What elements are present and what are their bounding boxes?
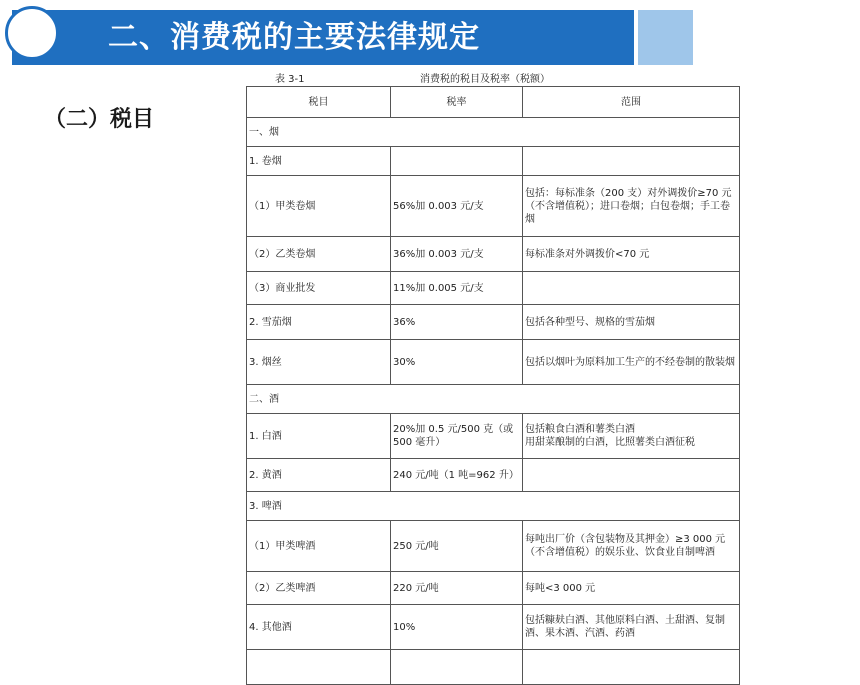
- rate-cell: [391, 650, 523, 685]
- column-header-scope: 范围: [523, 87, 740, 118]
- scope-cell: 每吨<3 000 元: [523, 572, 740, 605]
- item-cell: 3. 烟丝: [247, 340, 391, 385]
- category-cell: 二、酒: [247, 385, 740, 414]
- item-cell: （2）乙类啤酒: [247, 572, 391, 605]
- table-row: [247, 492, 740, 521]
- item-cell: （2）乙类卷烟: [247, 237, 391, 272]
- item-cell: 2. 雪茄烟: [247, 305, 391, 340]
- table-number: 表 3-1: [275, 74, 305, 85]
- rate-cell: 220 元/吨: [391, 572, 523, 605]
- table-row: [247, 572, 740, 605]
- rate-cell: 30%: [391, 340, 523, 385]
- item-cell: 2. 黄酒: [247, 459, 391, 492]
- scope-cell: [523, 459, 740, 492]
- slide-title: 二、消费税的主要法律规定: [108, 20, 480, 55]
- table-caption: 消费税的税目及税率（税额）: [420, 74, 550, 85]
- rate-cell: 10%: [391, 605, 523, 650]
- item-cell: 1. 白酒: [247, 414, 391, 459]
- rate-cell: 20%加 0.5 元/500 克（或 500 毫升）: [391, 414, 523, 459]
- scope-cell: 每标准条对外调拨价<70 元: [523, 237, 740, 272]
- item-cell: 1. 卷烟: [247, 147, 391, 176]
- rate-cell: 56%加 0.003 元/支: [391, 176, 523, 237]
- scope-cell: 每吨出厂价（含包装物及其押金）≥3 000 元（不含增值税）的娱乐业、饮食业自制啤酒: [523, 521, 740, 572]
- circle-icon: [5, 6, 59, 60]
- table-viewport: [246, 86, 740, 639]
- table-row: [247, 147, 740, 176]
- scope-cell: 包括各种型号、规格的雪茄烟: [523, 305, 740, 340]
- column-header-rate: 税率: [391, 87, 523, 118]
- decorative-square: [638, 10, 693, 65]
- category-cell: 3. 啤酒: [247, 492, 740, 521]
- item-cell: （1）甲类啤酒: [247, 521, 391, 572]
- scope-cell: 包括以烟叶为原料加工生产的不经卷制的散装烟: [523, 340, 740, 385]
- table-row: [247, 521, 740, 572]
- table-row: [247, 605, 740, 650]
- rate-cell: 11%加 0.005 元/支: [391, 272, 523, 305]
- rate-cell: 36%加 0.003 元/支: [391, 237, 523, 272]
- scope-cell: 包括粮食白酒和薯类白酒 用甜菜酿制的白酒，比照薯类白酒征税: [523, 414, 740, 459]
- table-row: [247, 414, 740, 459]
- item-cell: 4. 其他酒: [247, 605, 391, 650]
- table-row: [247, 176, 740, 237]
- table-row: [247, 385, 740, 414]
- scope-cell: [523, 272, 740, 305]
- rate-cell: 36%: [391, 305, 523, 340]
- table-row: [247, 459, 740, 492]
- table-row: [247, 237, 740, 272]
- rate-cell: 240 元/吨（1 吨=962 升）: [391, 459, 523, 492]
- table-row: [247, 305, 740, 340]
- table-row: [247, 650, 740, 685]
- section-heading: （二）税目: [44, 107, 155, 132]
- scope-cell: 包括糠麸白酒、其他原料白酒、土甜酒、复制酒、果木酒、汽酒、药酒: [523, 605, 740, 650]
- scope-cell: 包括：每标准条（200 支）对外调拨价≥70 元（不含增值税）；进口卷烟；白包卷烟；手工卷烟: [523, 176, 740, 237]
- rate-cell: [391, 147, 523, 176]
- scope-cell: [523, 650, 740, 685]
- category-cell: 一、烟: [247, 118, 740, 147]
- item-cell: （3）商业批发: [247, 272, 391, 305]
- table-row: [247, 340, 740, 385]
- item-cell: （1）甲类卷烟: [247, 176, 391, 237]
- table-row: [247, 118, 740, 147]
- table-row: [247, 272, 740, 305]
- tax-table: [246, 86, 740, 685]
- rate-cell: 250 元/吨: [391, 521, 523, 572]
- scope-cell: [523, 147, 740, 176]
- item-cell: [247, 650, 391, 685]
- column-header-item: 税目: [247, 87, 391, 118]
